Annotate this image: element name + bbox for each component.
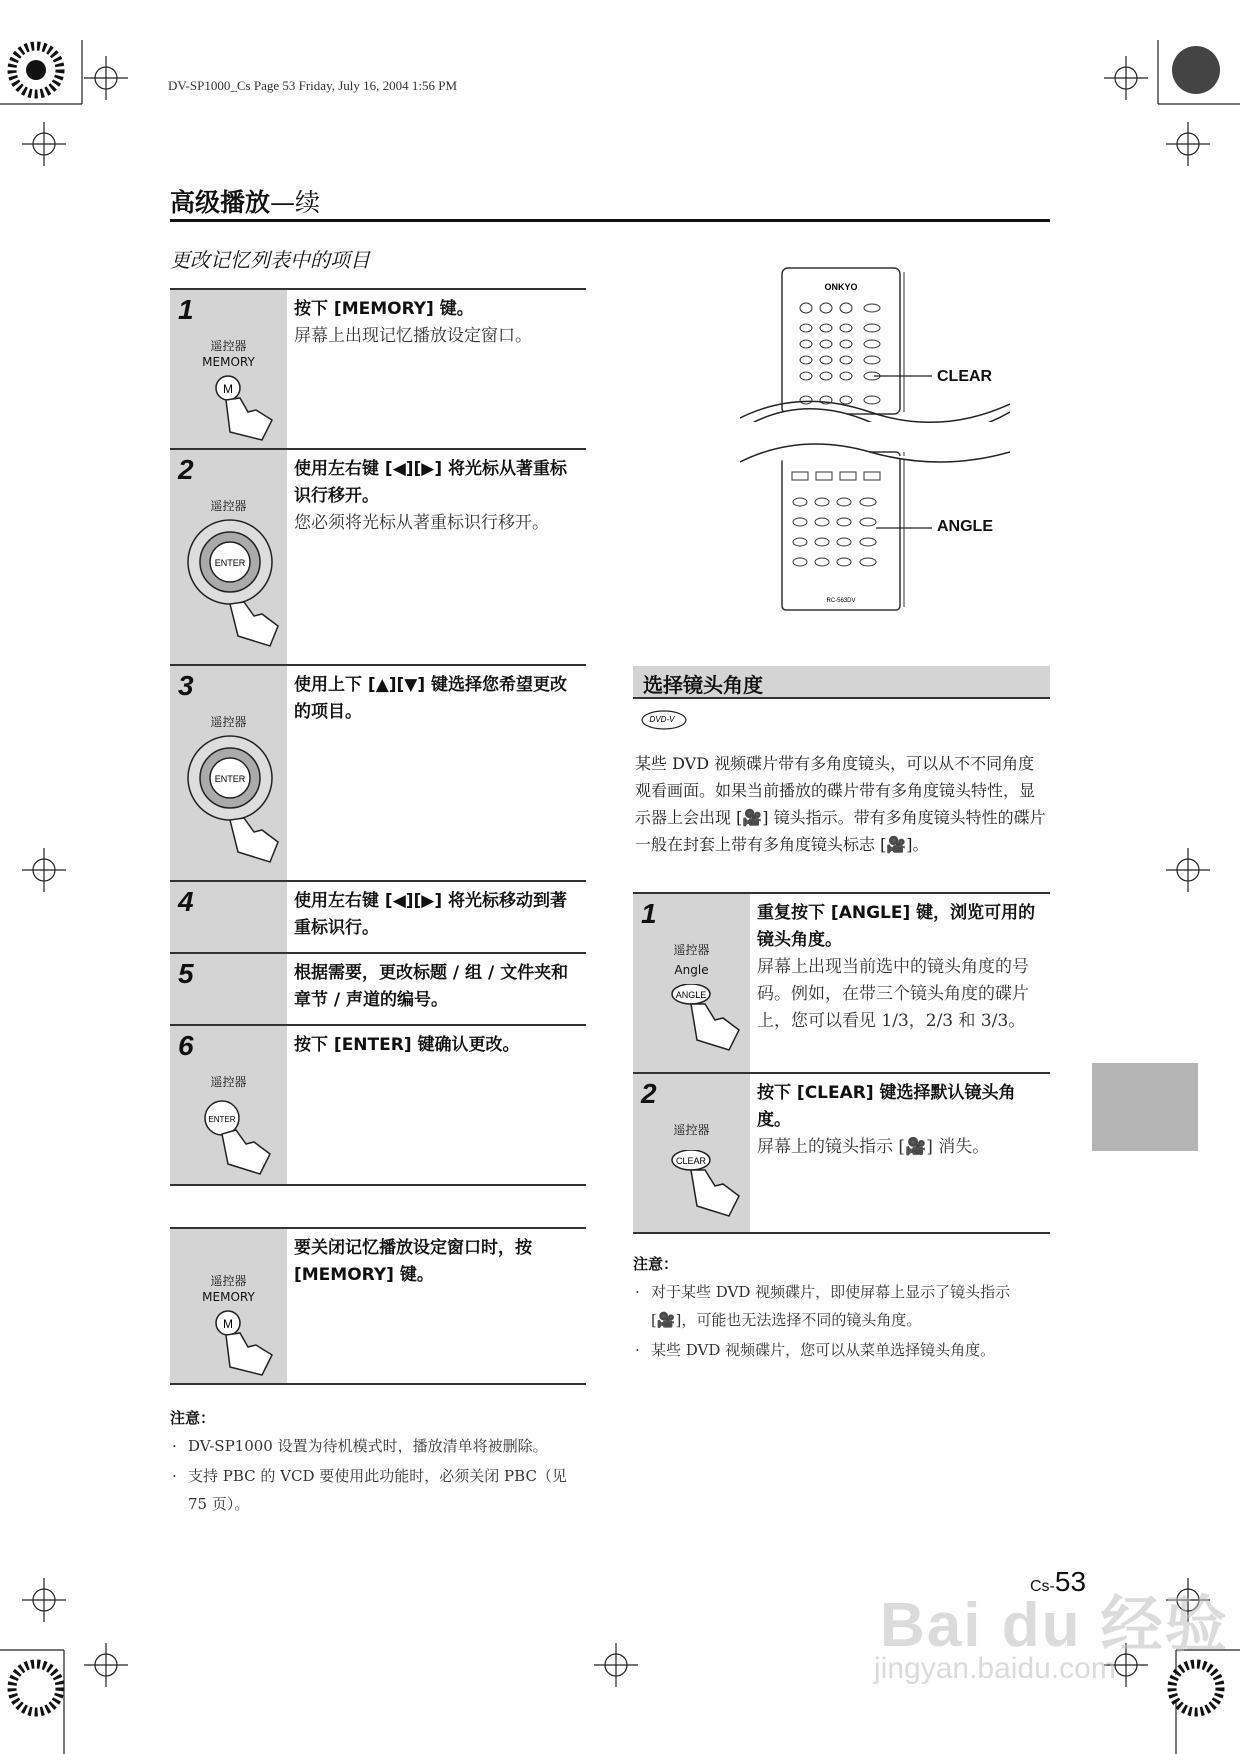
step-1: 1 遥控器 MEMORY M 按下 [MEMORY] 键。 屏幕上出现记忆播放设定窗口。 — [170, 288, 586, 448]
step-4: 4 使用左右键 [◀][▶] 将光标移动到著重标识行。 — [170, 880, 586, 952]
angle-step-1: 1 遥控器 Angle ANGLE 重复按下 [ANGLE] 键，浏览可用的镜头角度。 屏幕上出现当前选中的镜头角度的号码。例如，在带三个镜头角度的碟片上，您可以看见 1/3，2/3 和 3/3。 — [633, 892, 1050, 1072]
step-5: 5 根据需要，更改标题 / 组 / 文件夹和章节 / 声道的编号。 — [170, 952, 586, 1024]
step-2: 2 遥控器 ENTER 使用左右键 [◀][▶] 将光标从著重标识行移开。 您必须将光标从著重标识行移开。 — [170, 448, 586, 664]
svg-text:CLEAR: CLEAR — [675, 1156, 707, 1166]
step-6: 6 遥控器 ENTER 按下 [ENTER] 键确认更改。 — [170, 1024, 586, 1184]
right-section-heading: 选择镜头角度 — [633, 666, 1050, 699]
chapter-tab — [1092, 1063, 1198, 1151]
page-number: Cs-53 — [1030, 1566, 1087, 1597]
angle-step-2: 2 遥控器 CLEAR 按下 [CLEAR] 键选择默认镜头角度。 屏幕上的镜头指示 [🎥] 消失。 — [633, 1072, 1050, 1232]
remote-label: 遥控器 MEMORY — [202, 339, 255, 369]
close-tip: 遥控器 MEMORY M 要关闭记忆播放设定窗口时，按 [MEMORY] 键。 — [170, 1227, 586, 1385]
callout-angle: ANGLE — [937, 518, 993, 535]
title-rule — [170, 219, 1050, 222]
svg-text:M: M — [223, 1317, 233, 1331]
print-info: DV-SP1000_Cs Page 53 Friday, July 16, 2004 1:56 PM — [168, 78, 458, 93]
dvd-video-disc-icon — [640, 708, 688, 732]
svg-text:ANGLE: ANGLE — [675, 990, 707, 1000]
enter-dpad-icon — [178, 518, 286, 658]
svg-text:ENTER: ENTER — [208, 1115, 236, 1124]
svg-text:M: M — [223, 382, 233, 396]
left-section-heading: 更改记忆列表中的项目 — [170, 248, 370, 272]
page-title: 高级播放—续 — [170, 188, 321, 217]
svg-text:ENTER: ENTER — [214, 774, 246, 784]
left-notes: 注意： · DV-SP1000 设置为待机模式时，播放清单将被删除。 · 支持 PBC 的 VCD 要使用此功能时，必须关闭 PBC（见 75 页）。 — [170, 1404, 586, 1518]
watermark-logo: Bai du 经验 — [880, 1591, 1229, 1660]
press-enter-button-icon — [200, 1098, 284, 1180]
step-3: 3 遥控器 ENTER 使用上下 [▲][▼] 键选择您希望更改的项目。 — [170, 664, 586, 880]
enter-dpad-icon — [178, 734, 286, 874]
remote-brand: ONKYO — [824, 282, 858, 292]
press-angle-button-icon — [671, 984, 751, 1064]
svg-text:ENTER: ENTER — [214, 558, 246, 568]
press-memory-button-icon — [200, 372, 280, 444]
callout-clear: CLEAR — [937, 368, 993, 385]
watermark-url: jingyan.baidu.com — [874, 1652, 1116, 1685]
right-notes: 注意： · 对于某些 DVD 视频碟片，即使屏幕上显示了镜头指示 [🎥]，可能也无法选择不同的镜头角度。 · 某些 DVD 视频碟片，您可以从菜单选择镜头角度。 — [633, 1250, 1050, 1364]
remote-control-figure — [740, 262, 1010, 622]
left-steps — [170, 288, 586, 1186]
press-clear-button-icon — [671, 1150, 751, 1230]
angle-intro: 某些 DVD 视频碟片带有多角度镜头，可以从不不同角度观看画面。如果当前播放的碟片带有多角度镜头特性，显示器上会出现 [🎥] 镜头指示。带有多角度镜头特性的碟片一般在封套上带有多角度镜头标志 [🎥]。 — [635, 754, 1046, 854]
right-steps — [633, 892, 1050, 1234]
press-memory-button-icon — [200, 1307, 280, 1379]
svg-text:DVD-V: DVD-V — [649, 715, 675, 724]
remote-model: RC-563DV — [826, 598, 856, 604]
